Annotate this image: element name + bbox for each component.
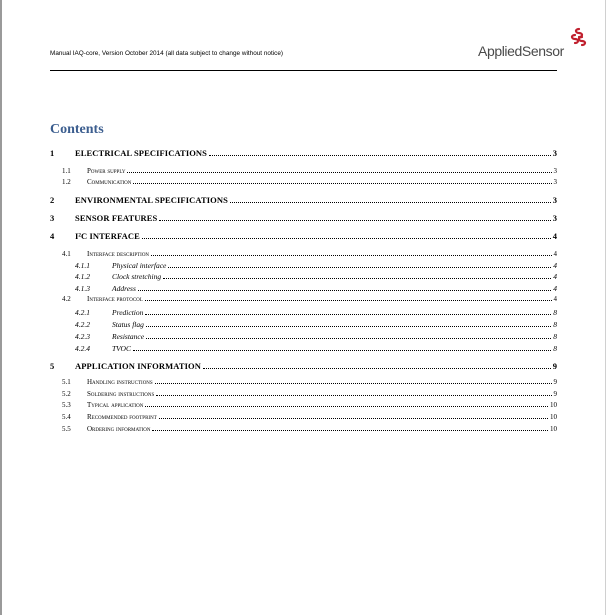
toc-entry[interactable] [0,378,606,388]
toc-entry[interactable] [0,213,606,223]
toc-entry-number: 4.2.1 [75,308,90,317]
toc-entry-number: 5.1 [62,378,71,386]
brand-logo [478,26,590,66]
toc-entry-number: 5.3 [62,401,71,409]
toc-entry-number: 4.1.3 [75,284,90,293]
toc-dot-leader [145,300,552,301]
brand-name: AppliedSensor [478,43,564,59]
toc-entry-number: 4 [50,231,55,241]
toc-entry-page-number[interactable]: 4 [553,284,557,293]
toc-entry-label[interactable]: Clock stretching [112,272,162,281]
toc-entry[interactable] [0,261,606,271]
toc-entry[interactable] [0,344,606,354]
toc-entry-page-number[interactable]: 4 [553,250,557,258]
toc-entry[interactable] [0,284,606,294]
toc-entry-page-number[interactable]: 8 [553,320,557,329]
toc-entry-number: 4.1 [62,250,71,258]
toc-entry-label[interactable]: I²C INTERFACE [75,231,140,241]
toc-entry-label[interactable]: Recommended footprint [87,413,157,421]
toc-dot-leader [133,350,551,351]
toc-dot-leader [230,202,551,203]
toc-title: Contents [50,122,104,137]
toc-dot-leader [145,314,551,315]
toc-entry-page-number[interactable]: 3 [553,167,557,175]
toc-entry-number: 4.1.2 [75,272,90,281]
toc-entry-label[interactable]: TVOC [112,344,131,353]
toc-entry-page-number[interactable]: 4 [553,261,557,270]
toc-entry-page-number[interactable]: 8 [553,344,557,353]
toc-entry-number: 5.2 [62,390,71,398]
toc-entry-number: 5 [50,361,55,371]
toc-entry[interactable] [0,148,606,158]
toc-entry-number: 4.2.4 [75,344,90,353]
toc-dot-leader [151,255,551,256]
toc-dot-leader [209,155,551,156]
toc-entry-page-number[interactable]: 9 [553,378,557,386]
toc-entry-page-number[interactable]: 8 [553,308,557,317]
toc-entry-page-number[interactable]: 3 [552,213,557,223]
toc-dot-leader [168,267,551,268]
brand-logo-icon [566,26,588,50]
toc-entry-page-number[interactable]: 10 [550,425,557,433]
toc-entry-number: 1.1 [62,167,71,175]
toc-entry-label[interactable]: Power supply [87,167,126,175]
toc-entry-page-number[interactable]: 4 [552,231,557,241]
toc-entry-label[interactable]: Soldering instructions [87,390,155,398]
toc-dot-leader [156,395,551,396]
toc-entry[interactable] [0,425,606,435]
toc-entry[interactable] [0,413,606,423]
toc-entry[interactable] [0,272,606,282]
toc-entry-label[interactable]: Handling instructions [87,378,153,386]
toc-entry[interactable] [0,195,606,205]
toc-entry-number: 4.2 [62,295,71,303]
toc-dot-leader [142,238,551,239]
toc-entry-page-number[interactable]: 3 [552,195,557,205]
toc-dot-leader [159,220,550,221]
toc-entry-number: 1 [50,148,55,158]
toc-entry-number: 5.4 [62,413,71,421]
toc-entry-page-number[interactable]: 3 [553,178,557,186]
toc-dot-leader [138,290,551,291]
toc-dot-leader [155,383,552,384]
toc-entry-label[interactable]: SENSOR FEATURES [75,213,158,223]
toc-entry-label[interactable]: Physical interface [112,261,167,270]
toc-entry[interactable] [0,332,606,342]
toc-entry-page-number[interactable]: 3 [552,148,557,158]
toc-entry[interactable] [0,401,606,411]
toc-dot-leader [145,406,548,407]
toc-entry-label[interactable]: ELECTRICAL SPECIFICATIONS [75,148,208,158]
toc-entry-label[interactable]: Resistance [112,332,145,341]
toc-entry-label[interactable]: ENVIRONMENTAL SPECIFICATIONS [75,195,228,205]
toc-entry-label[interactable]: Address [112,284,136,293]
toc-entry[interactable] [0,178,606,188]
toc-entry-page-number[interactable]: 4 [553,272,557,281]
toc-entry-number: 2 [50,195,55,205]
toc-entry[interactable] [0,308,606,318]
toc-entry-page-number[interactable]: 10 [550,401,557,409]
toc-dot-leader [163,278,551,279]
toc-entry-number: 1.2 [62,178,71,186]
toc-dot-leader [152,430,548,431]
toc-entry[interactable] [0,167,606,177]
toc-dot-leader [146,326,551,327]
toc-entry[interactable] [0,390,606,400]
toc-entry[interactable] [0,231,606,241]
toc-entry-label[interactable]: Interface protocol [87,295,143,303]
toc-entry-page-number[interactable]: 9 [552,361,557,371]
toc-entry-label[interactable]: Status flag [112,320,144,329]
toc-entry-number: 4.2.2 [75,320,90,329]
document-header: Manual IAQ-core, Version October 2014 (all data subject to change without notice) [50,50,284,57]
toc-entry-label[interactable]: Ordering information [87,425,151,433]
toc-entry-number: 3 [50,213,55,223]
toc-dot-leader [203,368,551,369]
toc-entry-label[interactable]: Interface description [87,250,150,258]
toc-entry-label[interactable]: Prediction [112,308,144,317]
toc-entry-page-number[interactable]: 10 [550,413,557,421]
toc-entry[interactable] [0,295,606,305]
toc-entry-label[interactable]: Communication [87,178,132,186]
toc-dot-leader [133,183,551,184]
toc-entry-label[interactable]: APPLICATION INFORMATION [75,361,201,371]
toc-dot-leader [159,418,548,419]
header-divider [50,70,557,71]
toc-entry[interactable] [0,320,606,330]
toc-entry-page-number[interactable]: 8 [553,332,557,341]
toc-dot-leader [127,172,551,173]
toc-entry-page-number[interactable]: 9 [553,390,557,398]
toc-entry-page-number[interactable]: 4 [553,295,557,303]
toc-entry-number: 5.5 [62,425,71,433]
toc-dot-leader [146,338,551,339]
toc-entry[interactable] [0,250,606,260]
toc-entry[interactable] [0,361,606,371]
toc-entry-label[interactable]: Typical application [87,401,144,409]
toc-entry-number: 4.2.3 [75,332,90,341]
toc-entry-number: 4.1.1 [75,261,90,270]
